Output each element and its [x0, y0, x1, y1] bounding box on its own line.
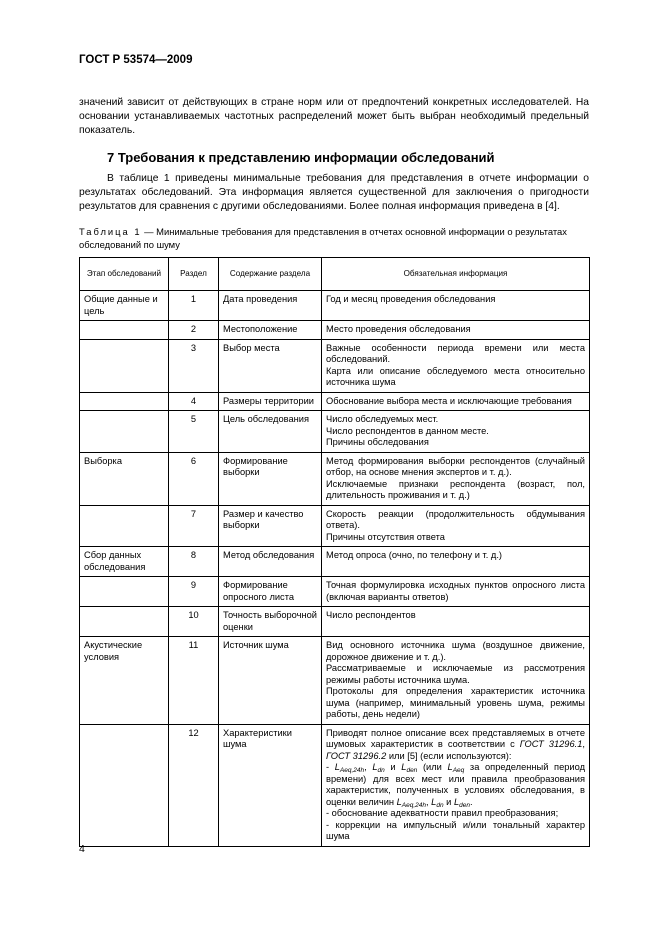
- symbol-subscript: den: [406, 767, 418, 774]
- info-text: ,: [426, 796, 432, 807]
- table-row: [80, 724, 590, 846]
- info-line: Место проведения обследования: [326, 324, 471, 334]
- stage-cell-continued: [80, 607, 169, 637]
- standard-reference: ГОСТ 31296.1: [519, 739, 583, 749]
- info-text: ,: [364, 762, 373, 772]
- symbol-subscript: dn: [377, 767, 385, 774]
- table-row: [80, 637, 590, 725]
- section-content: Размер и качество выборки: [219, 505, 322, 547]
- info-line: Скорость реакции (продолжительность обдумывания ответа).: [326, 508, 585, 530]
- info-line: Вид основного источника шума (воздушное движение, дорожное движение и т. д.).: [326, 640, 585, 662]
- symbol-L: L: [396, 796, 402, 807]
- header-info: Обязательная информация: [322, 258, 590, 291]
- info-text: и: [443, 796, 454, 807]
- table-row: [80, 505, 590, 547]
- info-line: Исключаемые признаки респондента (возраст, пол, длительность проживания и т. д.): [326, 478, 585, 500]
- section-content: Формирование выборки: [219, 452, 322, 505]
- table-caption-name: Таблица 1: [79, 226, 142, 237]
- stage-cell-continued: [80, 392, 169, 411]
- table-row: [80, 392, 590, 411]
- symbol-L: L: [447, 762, 453, 772]
- info-text: и: [384, 762, 402, 772]
- table-row: [80, 577, 590, 607]
- info-line: Рассматриваемые и исключаемые из рассмотрения режимы работы источника шума.: [326, 663, 585, 685]
- section-content: Местоположение: [219, 321, 322, 340]
- symbol-L: L: [431, 796, 437, 807]
- table-row: [80, 411, 590, 453]
- info-line: [326, 728, 585, 763]
- info-text: ,: [582, 739, 585, 749]
- stage-cell-continued: [80, 577, 169, 607]
- document-header: ГОСТ Р 53574—2009: [79, 54, 193, 66]
- required-info: [322, 339, 590, 392]
- requirements-table: [79, 257, 590, 847]
- table-row: [80, 607, 590, 637]
- standard-reference: ГОСТ 31296.2: [326, 750, 387, 761]
- stage-cell-continued: [80, 339, 169, 392]
- table-caption: [79, 226, 589, 251]
- section-number: 3: [169, 339, 219, 392]
- table-row: [80, 321, 590, 340]
- section-content: Точность выборочной оценки: [219, 607, 322, 637]
- section-number: 6: [169, 452, 219, 505]
- symbol-L: L: [453, 796, 460, 807]
- stage-cell-continued: [80, 505, 169, 547]
- required-info: [322, 607, 590, 637]
- section-number: 11: [169, 637, 219, 725]
- header-stage: Этап обследований: [80, 258, 169, 291]
- symbol-subscript: dn: [436, 801, 444, 809]
- table-row: [80, 547, 590, 577]
- required-info: [322, 547, 590, 577]
- section-number: 12: [169, 724, 219, 846]
- info-text: .: [469, 796, 473, 807]
- section-paragraph: В таблице 1 приведены минимальные требования для представления в отчете информации о результатах обследований. Эта информация является существенной для заключения о пригодности результатов для сравнения с другими обследованиями. Более полная информация приведена в [4].: [79, 173, 589, 212]
- info-line: Причины отсутствия ответа: [326, 531, 445, 542]
- info-line: Карта или описание обследуемого места относительно источника шума: [326, 365, 585, 387]
- stage-cell: Акустические условия: [80, 637, 169, 725]
- info-line: Точная формулировка исходных пунктов опросного листа (включая варианты ответов): [326, 580, 585, 602]
- required-info-noise-characteristics: [322, 724, 590, 846]
- section-number: 5: [169, 411, 219, 453]
- info-line: [326, 762, 585, 808]
- symbol-L: L: [401, 762, 407, 772]
- section-number: 9: [169, 577, 219, 607]
- table-row: [80, 291, 590, 321]
- required-info: [322, 411, 590, 453]
- required-info: [322, 505, 590, 547]
- section-number: 1: [169, 291, 219, 321]
- section-title: 7 Требования к представлению информации обследований: [107, 150, 495, 165]
- section-content: Дата проведения: [219, 291, 322, 321]
- info-line: Число респондентов в данном месте.: [326, 425, 489, 436]
- info-line: - коррекции на импульсный и/или тональный характер шума: [326, 819, 585, 841]
- section-number: 7: [169, 505, 219, 547]
- stage-cell-continued: [80, 724, 169, 846]
- info-line: Год и месяц проведения обследования: [326, 294, 496, 304]
- header-content: Содержание раздела: [219, 258, 322, 291]
- header-section: Раздел: [169, 258, 219, 291]
- section-content: Формирование опросного листа: [219, 577, 322, 607]
- required-info: [322, 392, 590, 411]
- info-text: или [5] (если используются):: [386, 750, 512, 761]
- section-content: Источник шума: [219, 637, 322, 725]
- table-row: [80, 339, 590, 392]
- stage-cell: Выборка: [80, 452, 169, 505]
- info-text: (или: [417, 762, 448, 772]
- table-row: [80, 452, 590, 505]
- info-line: - обоснование адекватности правил преобразования;: [326, 808, 559, 818]
- section-number: 2: [169, 321, 219, 340]
- required-info: [322, 452, 590, 505]
- page-number: 4: [79, 843, 85, 855]
- symbol-subscript: Aeq: [452, 767, 465, 774]
- required-info: [322, 291, 590, 321]
- info-line: Метод опроса (очно, по телефону и т. д.): [326, 550, 503, 560]
- stage-cell: Сбор данных обследования: [80, 547, 169, 577]
- info-text: Приводят полное описание всех представляемых в отчете шумовых характеристик в соответствии с: [326, 727, 585, 749]
- required-info: [322, 321, 590, 340]
- info-text: за определенный период времени) для всех мест или правила преобразования характеристик, полученных в условиях обследования, в оценки величин: [326, 762, 585, 807]
- info-line: Число обследуемых мест.: [326, 414, 439, 424]
- section-number: 4: [169, 392, 219, 411]
- required-info: [322, 577, 590, 607]
- section-content: Цель обследования: [219, 411, 322, 453]
- symbol-L: L: [372, 762, 378, 772]
- table-caption-text: — Минимальные требования для представления в отчетах основной информации о результатах обследований по шуму: [79, 226, 567, 250]
- intro-paragraph: значений зависит от действующих в стране норм или от предпочтений конкретных исследователей. На основании устанавливаемых частотных распределений может быть выбран необходимый предельный показатель.: [79, 97, 589, 136]
- symbol-subscript: Aeq,24h: [401, 801, 426, 809]
- stage-cell: Общие данные и цель: [80, 291, 169, 321]
- info-text: -: [326, 762, 335, 772]
- section-content: Размеры территории: [219, 392, 322, 411]
- required-info: [322, 637, 590, 725]
- stage-cell-continued: [80, 411, 169, 453]
- symbol-subscript: Aeq,24h: [339, 767, 365, 774]
- table-header-row: [80, 258, 590, 291]
- info-line: Обоснование выбора места и исключающие требования: [326, 395, 572, 406]
- section-content: Характеристики шума: [219, 724, 322, 846]
- symbol-subscript: den: [459, 801, 470, 809]
- section-content: Метод обследования: [219, 547, 322, 577]
- info-line: Метод формирования выборки респондентов (случайный отбор, на основе мнения экспертов и т. д.).: [326, 455, 585, 477]
- symbol-L: L: [334, 762, 340, 772]
- stage-cell-continued: [80, 321, 169, 340]
- info-line: Протоколы для определения характеристик источника шума (например, минимальный уровень шума, режимы работы, день недели): [326, 686, 585, 719]
- info-line: Важные особенности периода времени или места обследований.: [326, 342, 585, 364]
- section-content: Выбор места: [219, 339, 322, 392]
- info-line: Число респондентов: [326, 610, 416, 620]
- section-number: 10: [169, 607, 219, 637]
- info-line: Причины обследования: [326, 437, 429, 447]
- section-number: 8: [169, 547, 219, 577]
